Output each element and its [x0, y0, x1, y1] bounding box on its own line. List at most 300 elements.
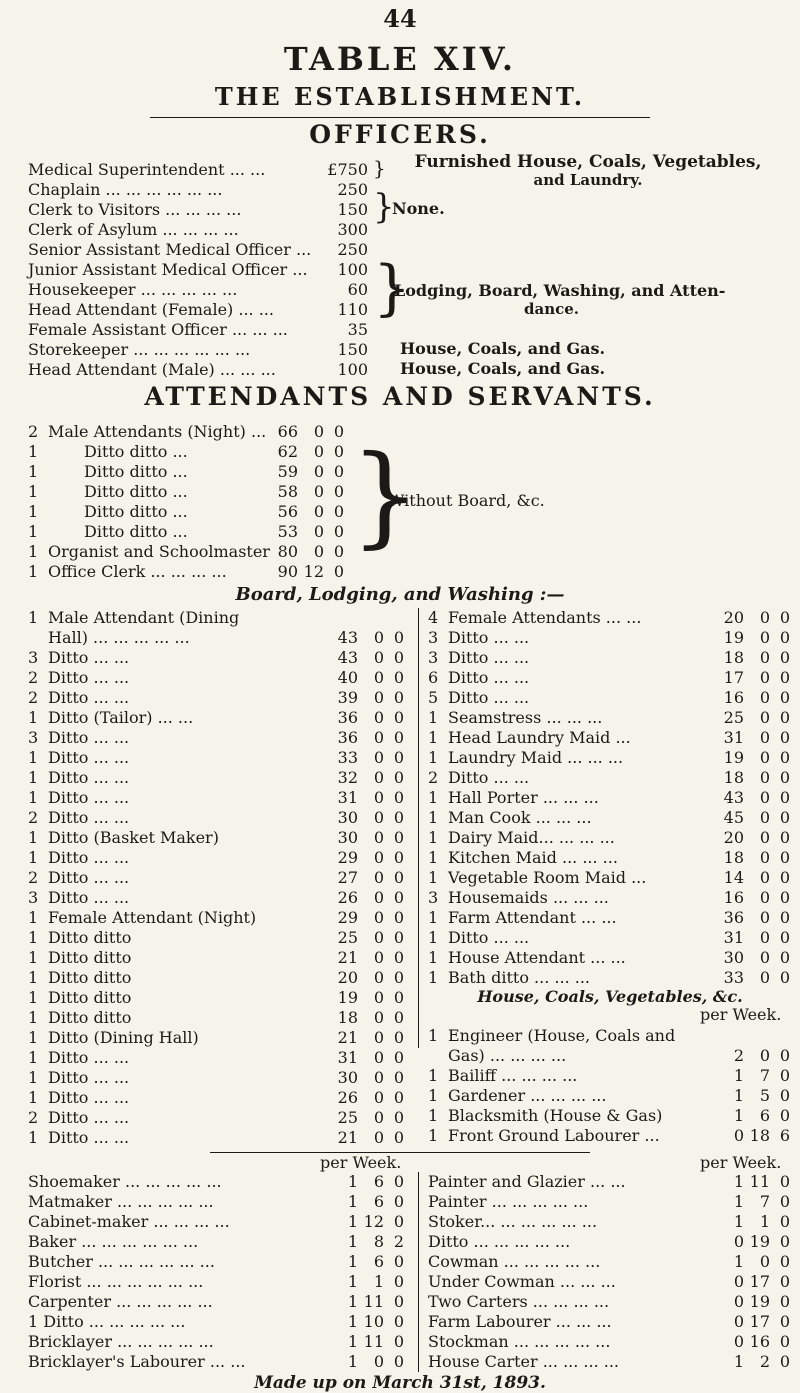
clerk-allowance: None.	[392, 199, 445, 218]
staff-row	[28, 768, 418, 788]
pounds: 17	[723, 668, 744, 687]
pounds: 18	[723, 768, 744, 787]
staff-title: Shoemaker ... ... ... ... ...	[28, 1172, 222, 1191]
officer-title: Housekeeper ... ... ... ... ...	[28, 280, 238, 299]
count: 1	[428, 708, 439, 727]
shillings: 18	[749, 1126, 770, 1145]
shillings: 0	[759, 928, 770, 947]
pence: 0	[779, 748, 790, 767]
shillings: 0	[759, 628, 770, 647]
head-attendant-allowance: House, Coals, and Gas.	[400, 359, 606, 378]
staff-title: Ditto ... ...	[48, 648, 130, 667]
shillings: 19	[749, 1232, 770, 1251]
staff-title: Ditto ... ...	[448, 628, 530, 647]
pounds: 21	[337, 1028, 358, 1047]
shillings: 0	[373, 1352, 384, 1371]
officer-salary: 60	[347, 280, 368, 299]
staff-row	[28, 1212, 418, 1232]
count: 1	[428, 808, 439, 827]
officer-salary: 100	[337, 260, 368, 279]
pence: 0	[333, 502, 344, 521]
staff-title: Painter and Glazier ... ...	[428, 1172, 626, 1191]
staff-title: Office Clerk ... ... ... ...	[48, 562, 227, 581]
staff-title: Blacksmith (House & Gas)	[448, 1106, 663, 1125]
staff-title: Male Attendants (Night) ...	[48, 422, 267, 441]
shillings: 0	[759, 788, 770, 807]
pounds: 21	[337, 1128, 358, 1147]
staff-row	[428, 888, 798, 908]
officer-salary: 250	[337, 240, 368, 259]
pence: 0	[393, 1332, 404, 1351]
staff-title: Front Ground Labourer ...	[448, 1126, 660, 1145]
pounds: 1	[347, 1312, 358, 1331]
staff-row	[28, 648, 418, 668]
officer-title: Clerk to Visitors ... ... ... ...	[28, 200, 242, 219]
staff-row	[28, 1332, 418, 1352]
shillings: 0	[759, 888, 770, 907]
per-week-label: per Week.	[700, 1005, 782, 1024]
staff-title: Ditto ditto	[48, 948, 132, 967]
staff-row	[428, 648, 798, 668]
staff-row	[428, 1252, 798, 1272]
brace-icon: }	[373, 253, 412, 323]
shillings: 0	[313, 502, 324, 521]
note-line: dance.	[524, 300, 580, 318]
staff-title: Florist ... ... ... ... ... ...	[28, 1272, 204, 1291]
pounds: 1	[733, 1212, 744, 1231]
staff-title: Ditto ditto ...	[84, 522, 188, 541]
attendant-row	[28, 462, 388, 482]
officer-salary: £750	[327, 160, 368, 179]
pence: 0	[393, 728, 404, 747]
shillings: 17	[749, 1272, 770, 1291]
staff-row	[28, 628, 418, 648]
pounds: 20	[723, 828, 744, 847]
staff-row	[28, 1048, 418, 1068]
column-divider	[418, 608, 419, 1048]
pounds: 36	[337, 708, 358, 727]
count: 1	[428, 728, 439, 747]
pounds: 32	[337, 768, 358, 787]
count: 1	[28, 928, 39, 947]
pounds: 40	[337, 668, 358, 687]
pounds: 18	[337, 1008, 358, 1027]
shillings: 0	[759, 688, 770, 707]
shillings: 0	[759, 808, 770, 827]
shillings: 0	[759, 608, 770, 627]
pence: 0	[333, 542, 344, 561]
count: 1	[28, 502, 39, 521]
pence: 0	[779, 1332, 790, 1351]
shillings: 5	[759, 1086, 770, 1105]
pence: 0	[393, 828, 404, 847]
pence: 0	[333, 562, 344, 581]
staff-title: Female Attendants ... ...	[448, 608, 642, 627]
staff-row	[28, 1088, 418, 1108]
engineer-row	[428, 1026, 788, 1046]
staff-row	[28, 728, 418, 748]
count: 1	[428, 868, 439, 887]
staff-row	[28, 1272, 418, 1292]
staff-title: Man Cook ... ... ...	[448, 808, 592, 827]
pounds: 1	[733, 1252, 744, 1271]
pence: 0	[393, 808, 404, 827]
shillings: 0	[373, 908, 384, 927]
shillings: 11	[363, 1332, 384, 1351]
pence: 0	[393, 1028, 404, 1047]
staff-title: Housemaids ... ... ...	[448, 888, 609, 907]
staff-title: Ditto ... ...	[48, 788, 130, 807]
pence: 0	[393, 1108, 404, 1127]
pounds: 20	[723, 608, 744, 627]
pence: 0	[779, 1172, 790, 1191]
staff-title: Gas) ... ... ... ...	[448, 1046, 567, 1065]
pence: 0	[779, 968, 790, 987]
pounds: 33	[723, 968, 744, 987]
count: 1	[428, 788, 439, 807]
staff-row	[428, 1086, 798, 1106]
pounds: 1	[347, 1292, 358, 1311]
shillings: 0	[373, 688, 384, 707]
pence: 0	[393, 948, 404, 967]
officers-heading: OFFICERS.	[309, 120, 491, 149]
staff-title: Ditto ... ...	[448, 768, 530, 787]
shillings: 0	[759, 708, 770, 727]
pence: 0	[393, 1292, 404, 1311]
pounds: 36	[723, 908, 744, 927]
count: 1	[28, 608, 39, 627]
count: 4	[428, 608, 439, 627]
count: 2	[28, 422, 39, 441]
pounds: 80	[277, 542, 298, 561]
pence: 0	[393, 928, 404, 947]
pounds: 26	[337, 1088, 358, 1107]
officer-salary: 150	[337, 340, 368, 359]
pence: 0	[393, 1252, 404, 1271]
pence: 0	[393, 648, 404, 667]
staff-title: Farm Labourer ... ... ...	[428, 1312, 612, 1331]
pence: 0	[779, 1232, 790, 1251]
pounds: 1	[347, 1192, 358, 1211]
staff-row	[28, 688, 418, 708]
staff-title: Ditto ... ...	[448, 668, 530, 687]
staff-title: Bailiff ... ... ... ...	[448, 1066, 578, 1085]
count: 1	[28, 462, 39, 481]
pence: 0	[779, 928, 790, 947]
staff-title: Ditto ... ...	[48, 1108, 130, 1127]
brace-icon: }	[373, 187, 395, 227]
shillings: 10	[363, 1312, 384, 1331]
shillings: 0	[373, 708, 384, 727]
count: 1	[28, 1068, 39, 1087]
count: 2	[28, 688, 39, 707]
staff-title: Gardener ... ... ... ...	[448, 1086, 607, 1105]
staff-row	[28, 868, 418, 888]
staff-title: Ditto ... ...	[48, 868, 130, 887]
pounds: 31	[337, 1048, 358, 1067]
staff-row	[428, 608, 798, 628]
pounds: 25	[337, 1108, 358, 1127]
pence: 0	[393, 868, 404, 887]
pence: 0	[779, 648, 790, 667]
shillings: 0	[373, 848, 384, 867]
pence: 0	[393, 1192, 404, 1211]
staff-title: Ditto (Basket Maker)	[48, 828, 219, 847]
pence: 0	[393, 668, 404, 687]
pounds: 90	[277, 562, 298, 581]
count: 1	[428, 948, 439, 967]
pounds: 1	[733, 1192, 744, 1211]
officer-salary: 300	[337, 220, 368, 239]
shillings: 0	[373, 928, 384, 947]
shillings: 0	[373, 648, 384, 667]
count: 1	[28, 768, 39, 787]
shillings: 0	[373, 828, 384, 847]
column-divider	[418, 1172, 419, 1372]
pence: 0	[779, 1066, 790, 1085]
staff-row	[28, 1252, 418, 1272]
pounds: 0	[733, 1332, 744, 1351]
count: 3	[28, 728, 39, 747]
staff-row	[28, 788, 418, 808]
pounds: 27	[337, 868, 358, 887]
pounds: 58	[277, 482, 298, 501]
shillings: 0	[373, 1068, 384, 1087]
shillings: 0	[373, 1028, 384, 1047]
pounds: 19	[337, 988, 358, 1007]
staff-row	[28, 968, 418, 988]
pounds: 29	[337, 908, 358, 927]
pence: 0	[333, 522, 344, 541]
shillings: 0	[759, 728, 770, 747]
officer-salary: 150	[337, 200, 368, 219]
pounds: 16	[723, 688, 744, 707]
shillings: 0	[759, 648, 770, 667]
staff-row	[28, 1312, 418, 1332]
staff-title: Ditto ditto ...	[84, 502, 188, 521]
pounds: 1	[347, 1172, 358, 1191]
shillings: 0	[373, 1088, 384, 1107]
staff-title: Cowman ... ... ... ... ...	[428, 1252, 601, 1271]
pence: 0	[779, 828, 790, 847]
pence: 0	[779, 948, 790, 967]
count: 1	[28, 828, 39, 847]
officer-title: Senior Assistant Medical Officer ...	[28, 240, 312, 259]
shillings: 0	[759, 1046, 770, 1065]
staff-title: Ditto ... ...	[48, 748, 130, 767]
shillings: 0	[313, 422, 324, 441]
shillings: 6	[373, 1252, 384, 1271]
count: 1	[28, 1028, 39, 1047]
shillings: 0	[759, 968, 770, 987]
shillings: 7	[759, 1066, 770, 1085]
staff-title: Ditto ... ...	[48, 668, 130, 687]
staff-title: Cabinet-maker ... ... ... ...	[28, 1212, 230, 1231]
staff-row	[428, 668, 798, 688]
staff-row	[28, 1068, 418, 1088]
pounds: 30	[337, 1068, 358, 1087]
staff-row	[28, 1028, 418, 1048]
staff-title: Ditto ... ...	[48, 1068, 130, 1087]
count: 1	[28, 948, 39, 967]
pence: 0	[393, 768, 404, 787]
staff-row	[428, 1046, 798, 1066]
officer-title: Clerk of Asylum ... ... ... ...	[28, 220, 239, 239]
pence: 0	[779, 628, 790, 647]
pence: 0	[393, 968, 404, 987]
staff-row	[28, 748, 418, 768]
staff-row	[428, 1126, 798, 1146]
house-note: House, Coals, Vegetables, &c.	[477, 987, 743, 1006]
pounds: 36	[337, 728, 358, 747]
shillings: 0	[759, 948, 770, 967]
shillings: 0	[373, 868, 384, 887]
staff-row	[28, 1128, 418, 1148]
lodging-allowance	[394, 282, 789, 318]
shillings: 0	[373, 968, 384, 987]
officer-title: Storekeeper ... ... ... ... ... ...	[28, 340, 251, 359]
pence: 0	[393, 1312, 404, 1331]
count: 1	[28, 522, 39, 541]
staff-row	[28, 848, 418, 868]
brace-icon: }	[373, 156, 386, 180]
staff-row	[428, 1332, 798, 1352]
staff-title: Ditto ditto	[48, 968, 132, 987]
staff-row	[428, 808, 798, 828]
page-number: 44	[383, 4, 417, 33]
count: 3	[428, 628, 439, 647]
officer-row	[28, 360, 448, 380]
shillings: 19	[749, 1292, 770, 1311]
staff-row	[428, 688, 798, 708]
pence: 0	[393, 1352, 404, 1371]
shillings: 0	[373, 888, 384, 907]
staff-title: Male Attendant (Dining	[48, 608, 240, 627]
staff-row	[28, 708, 418, 728]
staff-title: Hall) ... ... ... ... ...	[48, 628, 190, 647]
pounds: 1	[733, 1086, 744, 1105]
shillings: 17	[749, 1312, 770, 1331]
staff-title: Butcher ... ... ... ... ... ...	[28, 1252, 215, 1271]
staff-row	[28, 808, 418, 828]
count: 3	[428, 888, 439, 907]
count: 2	[428, 768, 439, 787]
pounds: 45	[723, 808, 744, 827]
staff-title: Ditto (Tailor) ... ...	[48, 708, 194, 727]
pence: 0	[393, 908, 404, 927]
pounds: 31	[337, 788, 358, 807]
staff-row	[28, 988, 418, 1008]
pounds: 0	[733, 1272, 744, 1291]
without-board-note: Without Board, &c.	[388, 491, 545, 510]
pence: 0	[779, 708, 790, 727]
staff-title: Ditto ... ...	[48, 808, 130, 827]
pounds: 19	[723, 628, 744, 647]
officer-salary: 35	[347, 320, 368, 339]
staff-title: 1 Ditto ... ... ... ... ...	[28, 1312, 186, 1331]
shillings: 0	[373, 728, 384, 747]
staff-row	[428, 928, 798, 948]
pence: 0	[393, 1212, 404, 1231]
pence: 0	[779, 1312, 790, 1331]
pence: 0	[779, 808, 790, 827]
staff-title: Bricklayer ... ... ... ... ...	[28, 1332, 214, 1351]
note-line: Lodging, Board, Washing, and Atten-	[394, 281, 726, 300]
staff-row	[28, 1172, 418, 1192]
pence: 6	[779, 1126, 790, 1145]
count: 2	[28, 1108, 39, 1127]
staff-row	[28, 1108, 418, 1128]
shillings: 0	[759, 868, 770, 887]
pounds: 0	[733, 1292, 744, 1311]
shillings: 0	[373, 628, 384, 647]
staff-row	[428, 628, 798, 648]
pounds: 30	[723, 948, 744, 967]
staff-row	[428, 708, 798, 728]
shillings: 12	[303, 562, 324, 581]
pounds: 18	[723, 648, 744, 667]
pence: 0	[333, 422, 344, 441]
pounds: 1	[347, 1232, 358, 1251]
count: 3	[28, 888, 39, 907]
pounds: 62	[277, 442, 298, 461]
staff-title: Engineer (House, Coals and	[448, 1026, 676, 1045]
pounds: 21	[337, 948, 358, 967]
pounds: 1	[347, 1332, 358, 1351]
staff-title: Ditto ... ...	[448, 648, 530, 667]
pounds: 30	[337, 828, 358, 847]
attendant-row	[28, 442, 388, 462]
count: 1	[428, 968, 439, 987]
shillings: 0	[759, 748, 770, 767]
count: 1	[28, 708, 39, 727]
shillings: 11	[363, 1292, 384, 1311]
staff-title: Organist and Schoolmaster	[48, 542, 270, 561]
pounds: 25	[337, 928, 358, 947]
count: 1	[428, 1026, 439, 1045]
officer-salary: 110	[337, 300, 368, 319]
shillings: 0	[313, 482, 324, 501]
superintendent-allowance	[388, 153, 788, 189]
count: 1	[28, 848, 39, 867]
attendant-row	[28, 542, 388, 562]
shillings: 0	[759, 768, 770, 787]
pounds: 39	[337, 688, 358, 707]
pounds: 1	[733, 1066, 744, 1085]
staff-title: House Attendant ... ...	[448, 948, 626, 967]
staff-title: Painter ... ... ... ... ...	[428, 1192, 589, 1211]
shillings: 0	[759, 848, 770, 867]
pounds: 25	[723, 708, 744, 727]
count: 1	[28, 908, 39, 927]
count: 3	[428, 648, 439, 667]
pounds: 1	[733, 1106, 744, 1125]
staff-title: Ditto ... ... ... ... ...	[428, 1232, 571, 1251]
pence: 0	[779, 1106, 790, 1125]
count: 1	[428, 908, 439, 927]
pounds: 43	[337, 648, 358, 667]
count: 1	[428, 848, 439, 867]
storekeeper-allowance: House, Coals, and Gas.	[400, 339, 606, 358]
footer-note: Made up on March 31st, 1893.	[254, 1373, 546, 1393]
staff-title: Two Carters ... ... ... ...	[428, 1292, 610, 1311]
pence: 2	[393, 1232, 404, 1251]
staff-title: House Carter ... ... ... ...	[428, 1352, 620, 1371]
pence: 0	[779, 608, 790, 627]
staff-title: Ditto ... ...	[48, 888, 130, 907]
staff-row	[428, 1066, 798, 1086]
pence: 0	[779, 788, 790, 807]
